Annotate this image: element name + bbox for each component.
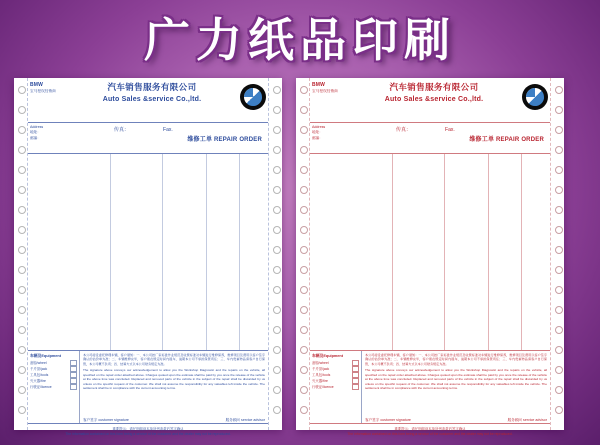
dealer-logo xyxy=(30,82,76,94)
form-body xyxy=(28,78,268,437)
equipment-checklist[interactable] xyxy=(310,351,362,423)
form-header xyxy=(28,78,268,123)
form-footer xyxy=(28,351,268,424)
form-meta xyxy=(28,123,268,153)
address-label: Address xyxy=(312,125,326,129)
form-footer xyxy=(310,351,550,424)
bmw-roundel-icon xyxy=(240,84,266,110)
terms-block xyxy=(80,351,268,416)
dealer-logo-mark: BMW xyxy=(312,82,326,88)
dealer-logo-mark: BMW xyxy=(30,82,44,88)
form-meta xyxy=(310,123,550,153)
dealer-logo-subtitle: 宝马授权经销商 xyxy=(312,89,338,94)
footnote-en: The information contained on this form being a service of the customer and the dealer may not be reproduced. xyxy=(65,432,231,437)
signature-row[interactable] xyxy=(362,416,550,423)
footnote-en: The information contained on this form being a service of the customer and the dealer may not be reproduced. xyxy=(347,432,513,437)
terms-block xyxy=(362,351,550,416)
terms-en: The signature above conveys our acknowledgement to allow you the Workshop Diagnostic and the repairs on the vehicle, all specified on the repair order attached above. Charges quoted upon the estimate shall be paid by you once the release of the vehicle at the above time was concluded. Replaced and removed parts of the vehicle in the subject of the repair shall be discarded by us unless on the specific request of the customer. We shall not assume the responsibility for any valuables left inside the vehicle. The settlement shall be in compliance with the current accounting terms. xyxy=(365,368,547,391)
customer-signature-label: 客户签字 customer signature xyxy=(83,418,129,422)
equipment-label: 千斤顶/jack xyxy=(30,366,48,371)
advisor-signature-label: 服务顾问 service advisor xyxy=(507,418,547,422)
checkbox[interactable] xyxy=(352,384,359,390)
contact-block xyxy=(114,127,264,135)
company-name-cn: 汽车销售服务有限公司 xyxy=(389,83,479,93)
line-items-area[interactable] xyxy=(310,153,550,351)
equipment-label: 工具包/tools xyxy=(312,372,331,377)
address-value: 地址： xyxy=(312,130,323,135)
equipment-label: 灭火器/fire xyxy=(312,378,328,383)
company-name-en: Auto Sales &service Co.,ltd. xyxy=(384,96,484,103)
customer-signature-label: 客户签字 customer signature xyxy=(365,418,411,422)
equipment-label: 工具包/tools xyxy=(30,372,49,377)
bmw-roundel-icon xyxy=(522,84,548,110)
equipment-title: 车辆及Equipment xyxy=(30,354,62,358)
address-label: Address xyxy=(30,125,44,129)
banner-title: 广力纸品印刷 xyxy=(144,13,456,67)
fax-label: Fax. xyxy=(445,127,455,133)
perforation-strip-right xyxy=(268,78,282,430)
equipment-label: 备胎/wheel xyxy=(30,360,47,365)
tel-label: 传真： xyxy=(396,127,412,133)
address-block xyxy=(312,125,382,141)
postcode-value: 邮编： xyxy=(30,135,41,140)
equipment-label: 备胎/wheel xyxy=(312,360,329,365)
equipment-label: 千斤顶/jack xyxy=(312,366,330,371)
company-name-en: Auto Sales &service Co.,ltd. xyxy=(102,96,202,103)
contact-block xyxy=(396,127,546,135)
fax-label: Fax. xyxy=(163,127,173,133)
perforation-strip-left xyxy=(14,78,28,430)
footnote-cn: 重要提示：请仔细阅读本单所列条款后签字确认 xyxy=(112,427,184,431)
postcode-value: 邮编： xyxy=(312,135,323,140)
tel-label: 传真： xyxy=(114,127,130,133)
company-name-cn: 汽车销售服务有限公司 xyxy=(107,83,197,93)
footnote-block xyxy=(310,424,550,437)
signature-row[interactable] xyxy=(80,416,268,423)
equipment-label: 灭火器/fire xyxy=(30,378,46,383)
dealer-logo xyxy=(312,82,358,94)
perforation-strip-left xyxy=(296,78,310,430)
terms-cn: 本公司接受委托修理车辆，客户须知：一、本公司按厂家标准作业规范及收费标准对车辆进行维修保养，维修项目及费用以客户签字确认的估价单为准；二、车辆维修完毕，客户须在规定时间内提车，逾期本公司不承担保管责任；三、车内贵重物品请客户自行保管，本公司概不负责；四、结算方式以本公司财务规定为准。 xyxy=(365,353,547,366)
equipment-title: 车辆及Equipment xyxy=(312,354,344,358)
advisor-signature-label: 服务顾问 service advisor xyxy=(225,418,265,422)
company-name-block xyxy=(370,81,498,103)
terms-en: The signature above conveys our acknowledgement to allow you the Workshop Diagnostic and the repairs on the vehicle, all specified on the repair order attached above. Charges quoted upon the estimate shall be paid by you once the release of the vehicle at the above time was concluded. Replaced and removed parts of the vehicle in the subject of the repair shall be discarded by us unless on the specific request of the customer. We shall not assume the responsibility for any valuables left inside the vehicle. The settlement shall be in compliance with the current accounting terms. xyxy=(83,368,265,391)
form-sheet-red[interactable] xyxy=(296,78,564,437)
banner xyxy=(0,6,600,68)
equipment-row xyxy=(312,384,359,390)
checkbox[interactable] xyxy=(70,384,77,390)
equipment-label: 行驶证/licence xyxy=(30,384,52,389)
document-title: 维修工单 REPAIR ORDER xyxy=(187,137,262,143)
form-header xyxy=(310,78,550,123)
form-sheet-blue[interactable] xyxy=(14,78,282,437)
address-value: 地址： xyxy=(30,130,41,135)
document-title: 维修工单 REPAIR ORDER xyxy=(469,137,544,143)
equipment-checklist[interactable] xyxy=(28,351,80,423)
footnote-cn: 重要提示：请仔细阅读本单所列条款后签字确认 xyxy=(394,427,466,431)
equipment-row xyxy=(30,384,77,390)
address-block xyxy=(30,125,100,141)
footnote-block xyxy=(28,424,268,437)
line-items-area[interactable] xyxy=(28,153,268,351)
company-name-block xyxy=(88,81,216,103)
perforation-strip-right xyxy=(550,78,564,430)
dealer-logo-subtitle: 宝马授权经销商 xyxy=(30,89,56,94)
terms-cn: 本公司接受委托修理车辆，客户须知：一、本公司按厂家标准作业规范及收费标准对车辆进行维修保养，维修项目及费用以客户签字确认的估价单为准；二、车辆维修完毕，客户须在规定时间内提车，逾期本公司不承担保管责任；三、车内贵重物品请客户自行保管，本公司概不负责；四、结算方式以本公司财务规定为准。 xyxy=(83,353,265,366)
equipment-label: 行驶证/licence xyxy=(312,384,334,389)
form-body xyxy=(310,78,550,437)
